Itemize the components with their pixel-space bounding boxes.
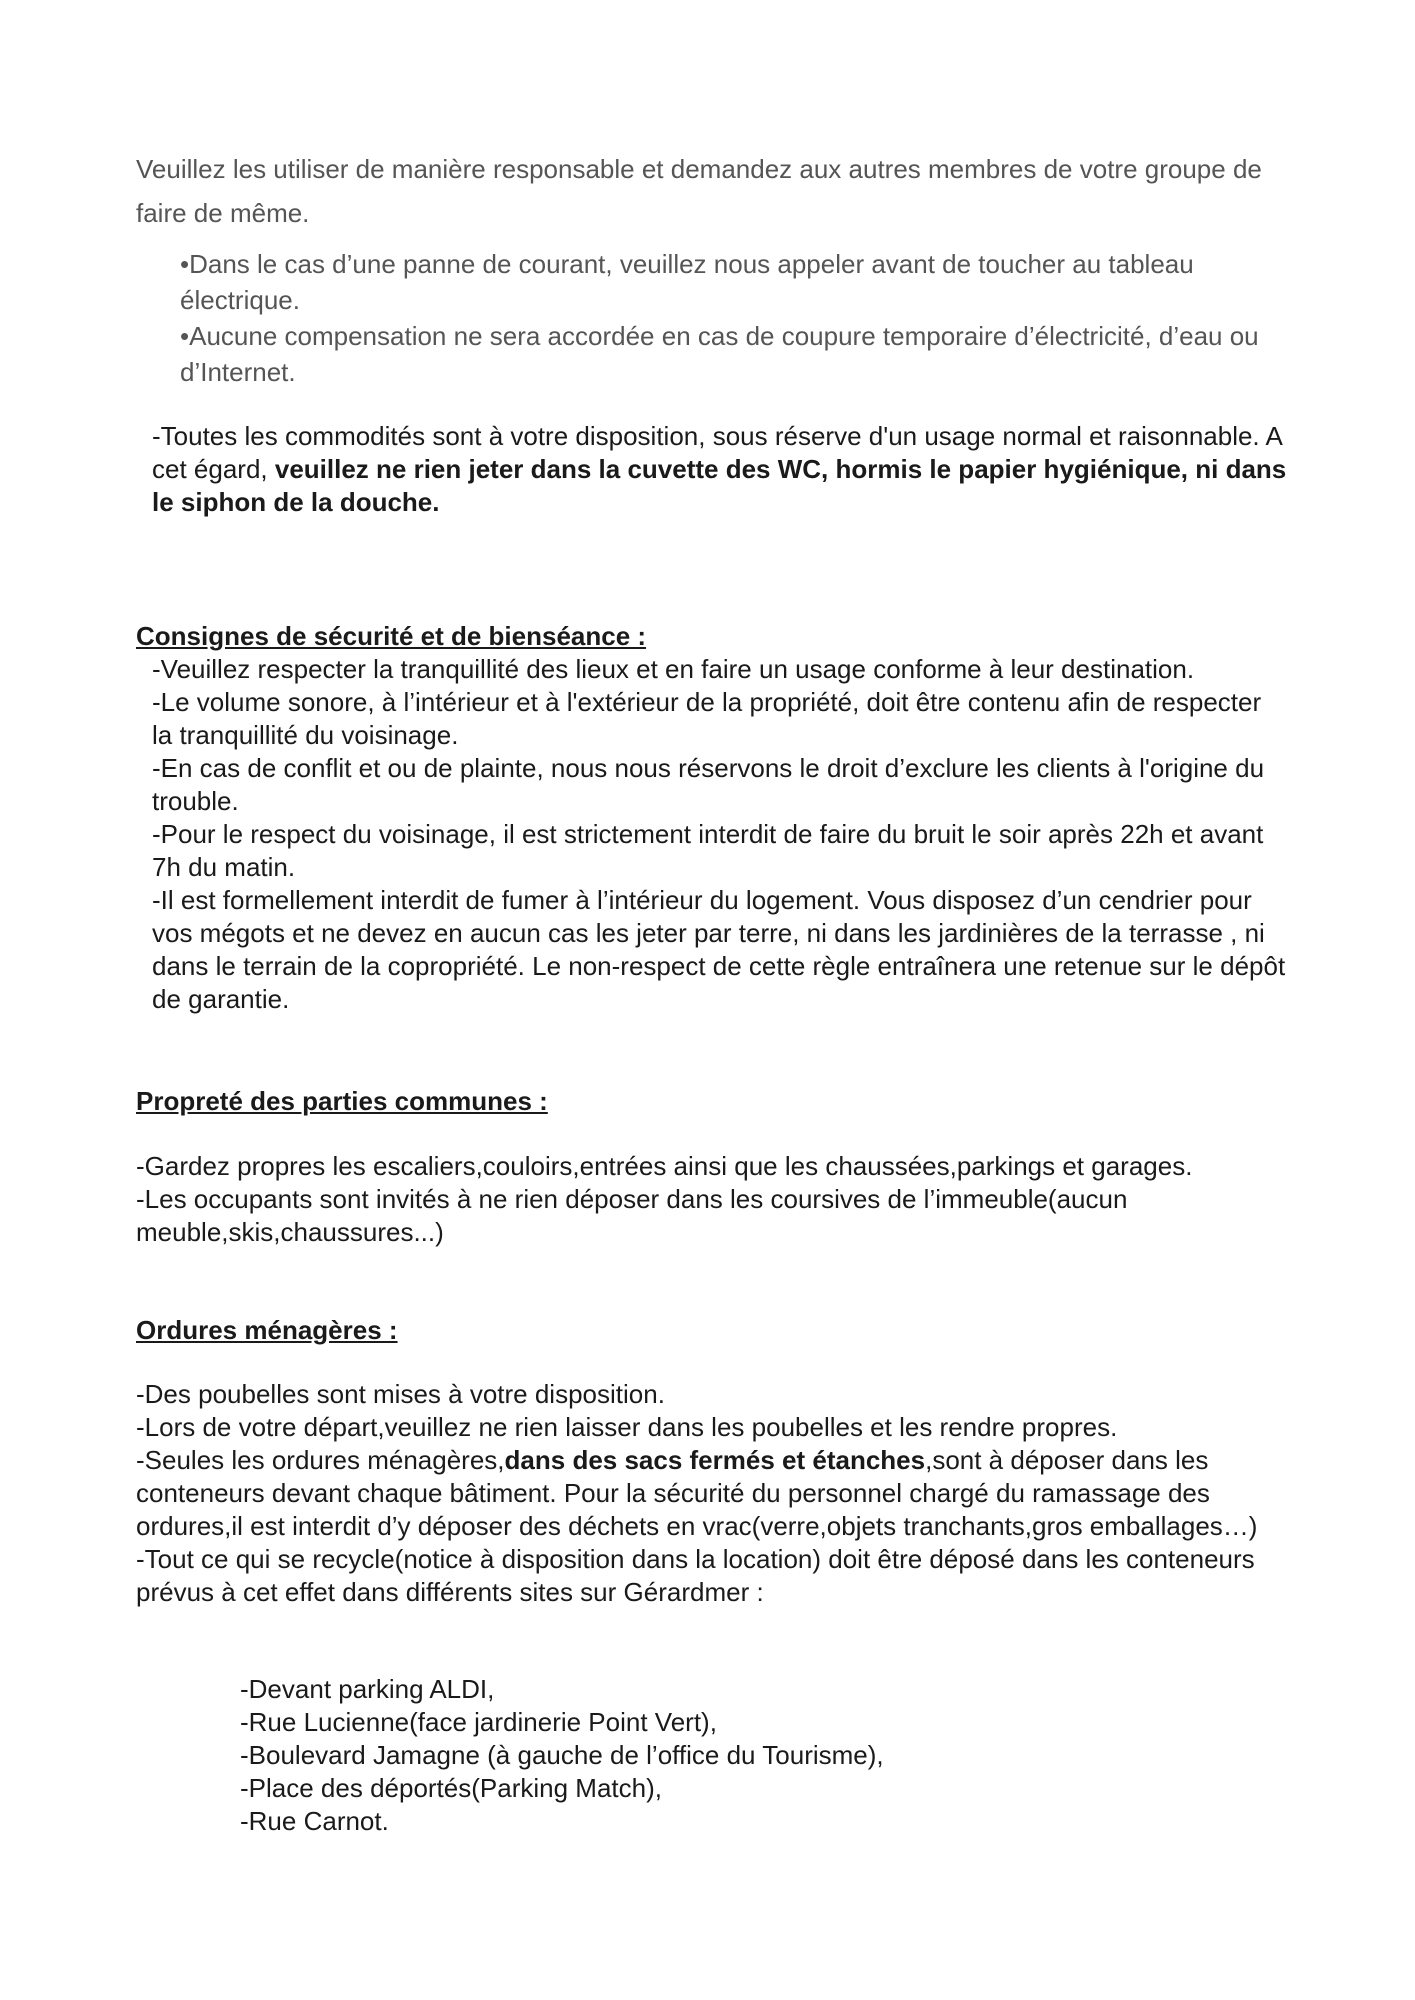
recycling-site: -Place des déportés(Parking Match), [240, 1773, 662, 1803]
proprete-heading-block [136, 1085, 1286, 1118]
ordures-item3-start: -Seules les ordures ménagères, [136, 1445, 505, 1475]
recycling-site: -Rue Carnot. [240, 1806, 389, 1836]
security-item: -En cas de conflit et ou de plainte, nous nous réservons le droit d’exclure les clients à l'origine du trouble. [152, 753, 1265, 816]
recycling-site: -Boulevard Jamagne (à gauche de l’office du Tourisme), [240, 1740, 884, 1770]
ordures-heading-block [136, 1314, 1286, 1347]
ordures-section [136, 1378, 1286, 1609]
proprete-item: -Gardez propres les escaliers,couloirs,entrées ainsi que les chaussées,parkings et garages. [136, 1151, 1193, 1181]
security-item: -Le volume sonore, à l’intérieur et à l'extérieur de la propriété, doit être contenu afin de respecter la tranquillité du voisinage. [152, 687, 1262, 750]
security-item: -Veuillez respecter la tranquillité des lieux et en faire un usage conforme à leur destination. [152, 654, 1195, 684]
proprete-heading: Propreté des parties communes : [136, 1086, 548, 1116]
security-item: -Pour le respect du voisinage, il est strictement interdit de faire du bruit le soir après 22h et avant 7h du matin. [152, 819, 1264, 882]
ordures-item: -Lors de votre départ,veuillez ne rien laisser dans les poubelles et les rendre propres. [136, 1412, 1118, 1442]
recycling-site: -Devant parking ALDI, [240, 1674, 495, 1704]
ordures-heading: Ordures ménagères : [136, 1315, 398, 1345]
recycling-site: -Rue Lucienne(face jardinerie Point Vert), [240, 1707, 717, 1737]
ordures-item [136, 1444, 1286, 1543]
intro-bullet-list [180, 246, 1280, 390]
ordures-item: -Tout ce qui se recycle(notice à disposition dans la location) doit être déposé dans les conteneurs prévus à cet effet dans différents sites sur Gérardmer : [136, 1544, 1255, 1607]
proprete-section [136, 1150, 1286, 1249]
security-item: -Il est formellement interdit de fumer à l’intérieur du logement. Vous disposez d’un cendrier pour vos mégots et ne devez en aucun cas les jeter par terre, ni dans les jardinières de la terrasse , ni dans le terrain de la copropriété. Le non-respect de cette règle entraînera une retenue sur le dépôt de garantie. [152, 885, 1286, 1014]
bullet-no-compensation: •Aucune compensation ne sera accordée en cas de coupure temporaire d’électricité, d’eau ou d’Internet. [180, 321, 1259, 387]
ordures-item3-end: ,sont à déposer dans les conteneurs devant chaque bâtiment. Pour la sécurité du personnel chargé du ramassage des ordures,il est interdit d’y déposer des déchets en vrac(verre,objets tranchants,gros emballages…) [136, 1445, 1258, 1541]
wc-rule-paragraph [136, 420, 1302, 519]
ordures-item: -Des poubelles sont mises à votre disposition. [136, 1379, 665, 1409]
wc-rule-text: -Toutes les commodités sont à votre disposition, sous réserve d'un usage normal et raisonnable. A cet égard, [152, 421, 1282, 484]
proprete-item: -Les occupants sont invités à ne rien déposer dans les coursives de l’immeuble(aucun meuble,skis,chaussures...) [136, 1184, 1128, 1247]
security-section [136, 620, 1286, 1016]
security-heading: Consignes de sécurité et de bienséance : [136, 621, 647, 651]
intro-paragraph: Veuillez les utiliser de manière responsable et demandez aux autres membres de votre groupe de faire de même. [136, 154, 1262, 228]
wc-rule-bold-text: veuillez ne rien jeter dans la cuvette des WC, hormis le papier hygiénique, ni dans le siphon de la douche. [152, 454, 1287, 517]
bullet-power-outage: •Dans le cas d’une panne de courant, veuillez nous appeler avant de toucher au tableau électrique. [180, 249, 1194, 315]
ordures-item3-bold: dans des sacs fermés et étanches [504, 1445, 926, 1475]
recycling-sites-list [240, 1673, 1240, 1838]
